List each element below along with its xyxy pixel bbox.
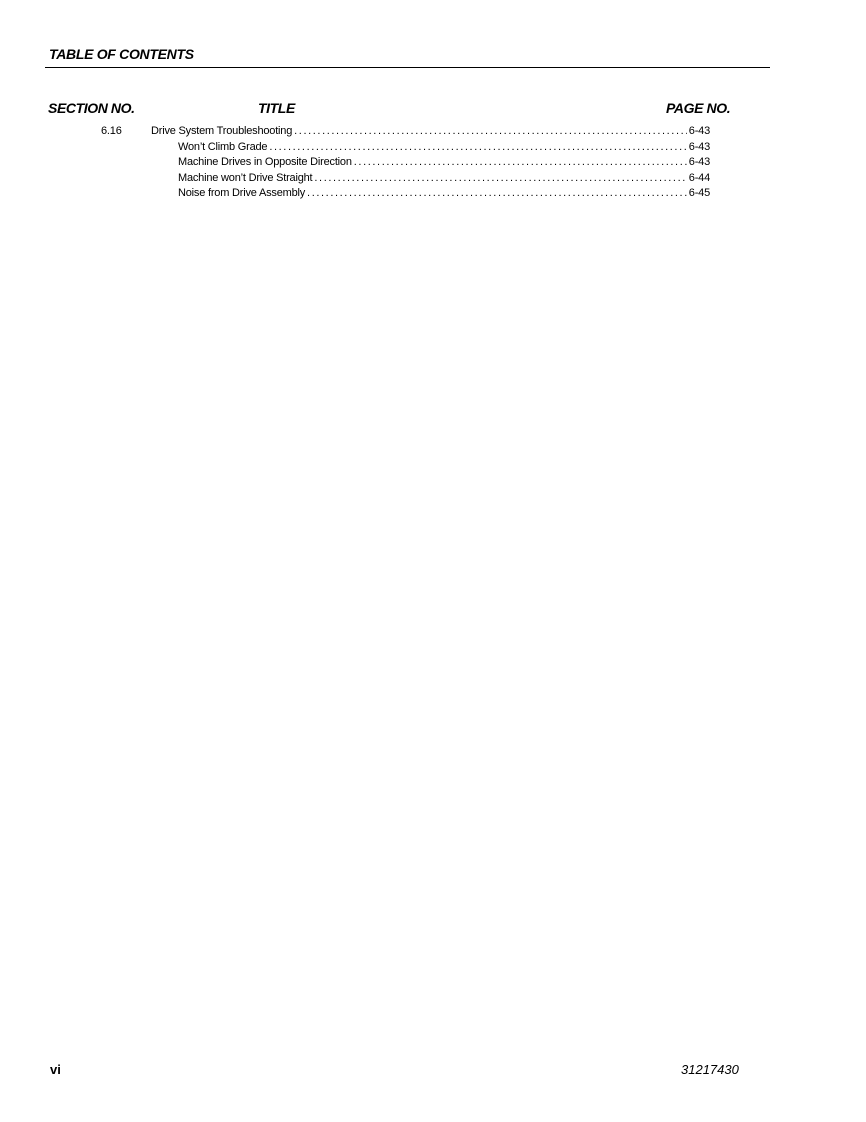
header-divider	[45, 67, 770, 68]
toc-entry-title[interactable]: Drive System Troubleshooting	[151, 125, 293, 137]
toc-dot-leader	[307, 186, 687, 201]
toc-page-number[interactable]: 6-44	[688, 171, 710, 184]
toc-row[interactable]	[0, 124, 866, 140]
toc-row[interactable]	[0, 186, 866, 202]
toc-entry[interactable]	[178, 155, 710, 170]
toc-section-number: 6.16	[101, 125, 122, 137]
toc-row[interactable]	[0, 171, 866, 187]
footer-document-number: 31217430	[681, 1062, 739, 1077]
toc-page-number[interactable]: 6-43	[688, 140, 710, 153]
toc-entry-title[interactable]: Machine Drives in Opposite Direction	[178, 156, 352, 168]
toc-entry-title[interactable]: Won’t Climb Grade	[178, 140, 268, 153]
toc-list	[0, 124, 866, 202]
toc-dot-leader	[314, 171, 686, 186]
toc-dot-leader	[269, 140, 686, 155]
column-heading-page-no: PAGE NO.	[666, 100, 731, 116]
toc-page-number[interactable]: 6-43	[688, 125, 710, 137]
toc-entry[interactable]	[178, 171, 710, 186]
footer-page-label: vi	[50, 1062, 61, 1077]
toc-page-number[interactable]: 6-45	[688, 187, 710, 199]
toc-entry[interactable]	[151, 124, 710, 139]
toc-dot-leader	[354, 155, 687, 170]
toc-entry-title[interactable]: Machine won’t Drive Straight	[178, 171, 313, 184]
column-heading-title: TITLE	[258, 100, 295, 116]
column-heading-section-no: SECTION NO.	[48, 100, 135, 116]
toc-entry-title[interactable]: Noise from Drive Assembly	[178, 187, 306, 199]
toc-page-number[interactable]: 6-43	[688, 156, 710, 168]
toc-entry[interactable]	[178, 186, 710, 201]
toc-row[interactable]	[0, 155, 866, 171]
toc-dot-leader	[294, 124, 687, 139]
toc-row[interactable]	[0, 140, 866, 156]
toc-entry[interactable]	[178, 140, 710, 155]
page-header-title: TABLE OF CONTENTS	[49, 46, 194, 62]
